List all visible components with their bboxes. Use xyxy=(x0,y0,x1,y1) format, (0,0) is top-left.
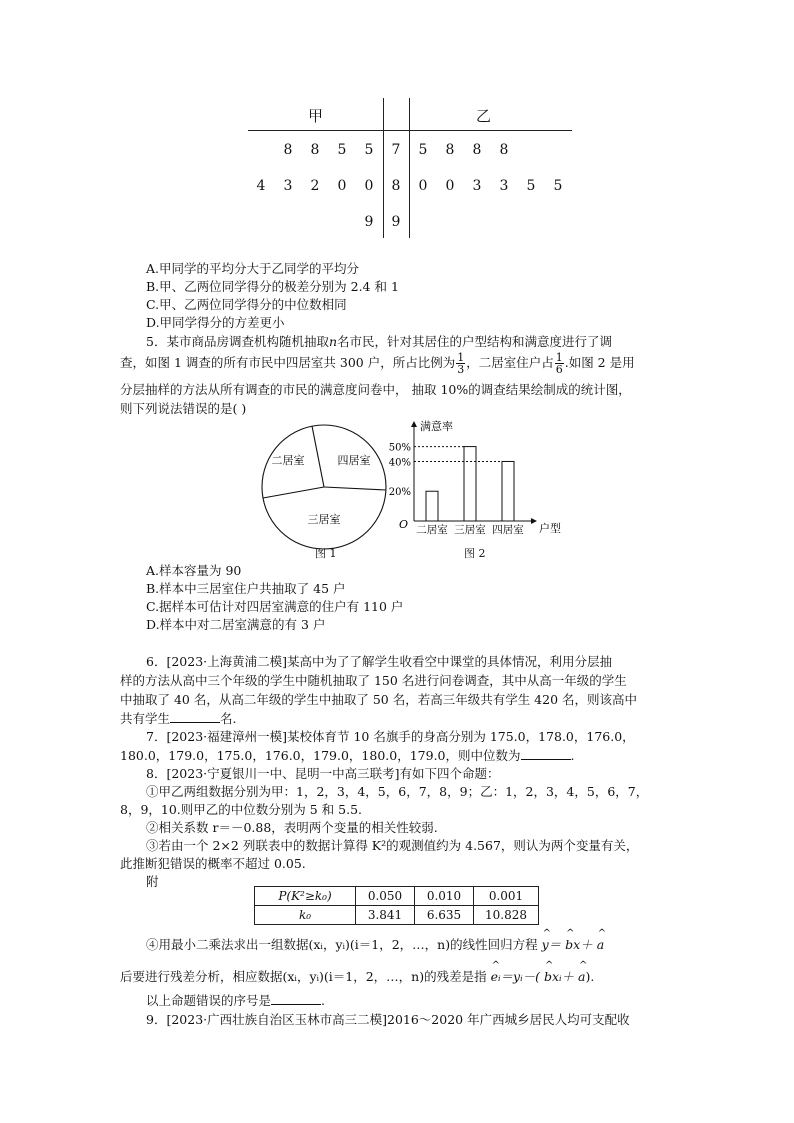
left-leaf: 3 xyxy=(283,178,293,194)
q6-line4: 共有学生 名. xyxy=(120,711,237,726)
q4-option-b: B.甲、乙两位同学得分的极差分别为 2.4 和 1 xyxy=(146,279,399,294)
right-leaf: 0 xyxy=(445,178,455,194)
q5-option-c: C.据样本可估计对四居室满意的住户有 110 户 xyxy=(146,599,404,614)
fraction-one-sixth: $\frac{1}{6}$ xyxy=(555,351,563,376)
left-leaf: 5 xyxy=(337,142,347,158)
q8-line3: 8，9，10.则甲乙的中位数分别为 5 和 5.5. xyxy=(120,802,363,817)
q8-line1: 8．[2023·宁夏银川一中、昆明一中高三联考]有如下四个命题： xyxy=(146,766,500,781)
q5-option-a: A.样本容量为 90 xyxy=(146,563,242,578)
stem-leaf-vline-right xyxy=(409,98,410,238)
x-tick-label-0: 二居室 xyxy=(416,524,448,536)
q5-option-d: D.样本中对二居室满意的有 3 户 xyxy=(146,617,326,632)
q5-line1: 5．某市商品房调查机构随机抽取n名市民，针对其居住的户型结构和满意度进行了调 xyxy=(146,334,613,349)
y-tick-label-2: 50% xyxy=(388,442,411,454)
left-leaf: 9 xyxy=(364,214,374,230)
bar-chart-figure2 xyxy=(388,418,566,544)
table-row xyxy=(255,906,539,925)
q4-option-c: C.甲、乙两位同学得分的中位数相同 xyxy=(146,297,347,312)
q8-line6: 此推断犯错误的概率不超过 0.05. xyxy=(120,856,306,871)
table-row xyxy=(255,887,539,906)
q8-line8: ④用最小二乘法求出一组数据(xᵢ，yᵢ)(i＝1，2，…，n)的线性回归方程 ^ y＝ ^ bx＋ ^ a xyxy=(146,936,604,954)
q6-line2: 样的方法从高中三个年级的学生中随机抽取了 150 名进行问卷调查，其中从高一年级的学生 xyxy=(120,673,627,688)
pie-divider-1 xyxy=(312,426,324,487)
left-leaf: 8 xyxy=(310,142,320,158)
hat-a2: ^ a xyxy=(578,968,585,986)
y-axis-label: 满意率 xyxy=(420,420,453,433)
answer-blank-q7 xyxy=(521,747,571,760)
table-cell: 0.050 xyxy=(356,887,415,906)
right-leaf: 3 xyxy=(472,178,482,194)
q4-option-a: A.甲同学的平均分大于乙同学的平均分 xyxy=(146,261,360,276)
q9-line1: 9．[2023·广西壮族自治区玉林市高三二模]2016～2020 年广西城乡居民人均可支配收 xyxy=(146,1012,630,1027)
left-leaf: 4 xyxy=(256,178,266,194)
stem-value: 8 xyxy=(391,178,401,194)
x-tick-label-1: 三居室 xyxy=(454,524,486,536)
right-leaf: 5 xyxy=(418,142,428,158)
q8-line2: ①甲乙两组数据分别为甲：1，2，3，4，5，6，7，8，9；乙：1，2，3，4，5，6，7， xyxy=(146,784,649,799)
fraction-one-third: $\frac{1}{3}$ xyxy=(457,351,465,376)
y-tick-label-0: 20% xyxy=(388,487,411,499)
right-leaf: 5 xyxy=(526,178,536,194)
hat-y: ^ y＝ xyxy=(542,936,562,954)
right-leaf: 8 xyxy=(472,142,482,158)
q5-line4: 则下列说法错误的是( ) xyxy=(120,401,247,416)
origin-label: O xyxy=(399,518,409,531)
x-tick-label-2: 四居室 xyxy=(492,524,524,536)
table-cell: P(K²≥k₀) xyxy=(255,887,356,906)
figure2-caption: 图 2 xyxy=(464,547,486,560)
q7-line2: 180.0，179.0，175.0，176.0，179.0，180.0，179.0，则中位数为 . xyxy=(120,748,575,763)
figure1-caption: 图 1 xyxy=(315,547,337,560)
q8-line7: 附 xyxy=(146,874,159,889)
hat-a: ^ a xyxy=(597,936,604,954)
q5-option-b: B.样本中三居室住户共抽取了 45 户 xyxy=(146,581,346,596)
right-leaf: 0 xyxy=(418,178,428,194)
right-leaf: 5 xyxy=(553,178,563,194)
pie-label-four: 四居室 xyxy=(337,454,371,467)
hat-b: ^ bx＋ xyxy=(565,936,593,954)
table-cell: 10.828 xyxy=(474,906,539,925)
stem-leaf-right-header: 乙 xyxy=(476,107,492,125)
q4-option-d: D.甲同学得分的方差更小 xyxy=(146,315,285,330)
q8-line9: 后要进行残差分析，相应数据(xᵢ，yᵢ)(i＝1，2，…，n)的残差是指 ^ eᵢ＝yᵢ－( ^ bxᵢ＋ ^ a). xyxy=(120,968,594,986)
q7-line1: 7．[2023·福建漳州一模]某校体育节 10 名旗手的身高分别为 175.0，178.0，176.0， xyxy=(146,729,635,744)
stem-value: 9 xyxy=(391,214,401,230)
hat-e: ^ eᵢ＝yᵢ－( xyxy=(491,968,540,986)
y-tick-label-1: 40% xyxy=(388,457,411,469)
pie-label-two: 二居室 xyxy=(271,454,305,467)
pie-divider-2 xyxy=(263,487,324,498)
critical-value-table xyxy=(254,886,539,925)
left-leaf: 0 xyxy=(364,178,374,194)
right-leaf: 3 xyxy=(499,178,509,194)
table-cell: 6.635 xyxy=(415,906,474,925)
left-leaf: 2 xyxy=(310,178,320,194)
left-leaf: 8 xyxy=(283,142,293,158)
x-axis-label: 户型 xyxy=(539,522,561,535)
answer-blank-q8 xyxy=(271,992,321,1005)
stem-value: 7 xyxy=(391,142,401,158)
bar-2 xyxy=(502,461,514,521)
q8-line5: ③若由一个 2×2 列联表中的数据计算得 K²的观测值约为 4.567，则认为两个变量有关， xyxy=(146,838,639,853)
q6-line1: 6．[2023·上海黄浦二模]某高中为了了解学生收看空中课堂的具体情况，利用分层抽 xyxy=(146,654,612,669)
table-cell: 0.001 xyxy=(474,887,539,906)
stem-leaf-hline xyxy=(248,130,572,131)
stem-leaf-vline-left xyxy=(383,98,384,238)
stem-leaf-left-header: 甲 xyxy=(308,107,324,125)
q8-line4: ②相关系数 r＝－0.88，表明两个变量的相关性较弱. xyxy=(146,820,438,835)
left-leaf: 0 xyxy=(337,178,347,194)
left-leaf: 5 xyxy=(364,142,374,158)
table-cell: k₀ xyxy=(255,906,356,925)
right-leaf: 8 xyxy=(499,142,509,158)
right-leaf: 8 xyxy=(445,142,455,158)
pie-label-three: 三居室 xyxy=(307,513,341,526)
q5-line3: 分层抽样的方法从所有调查的市民的满意度问卷中， 抽取 10%的调查结果绘制成的统计图， xyxy=(120,382,631,397)
pie-divider-3 xyxy=(324,487,386,490)
q6-line3: 中抽取了 40 名，从高二年级的学生中抽取了 50 名，若高三年级共有学生 420 名，则该高中 xyxy=(120,692,638,707)
hat-b2: ^ bxᵢ＋ xyxy=(544,968,574,986)
bar-1 xyxy=(464,447,476,521)
answer-blank-q6 xyxy=(170,710,220,723)
q5-line2: 查，如图 1 调查的所有市民中四居室共 300 户，所占比例为 $\frac{1}{3}$ ，二居室住户占 $\frac{1}{6}$ .如图 2 是用 xyxy=(120,351,635,376)
q8-line10: 以上命题错误的序号是 . xyxy=(146,993,325,1008)
table-cell: 0.010 xyxy=(415,887,474,906)
table-cell: 3.841 xyxy=(356,906,415,925)
pie-chart-figure1 xyxy=(258,420,390,560)
bar-0 xyxy=(426,491,438,521)
